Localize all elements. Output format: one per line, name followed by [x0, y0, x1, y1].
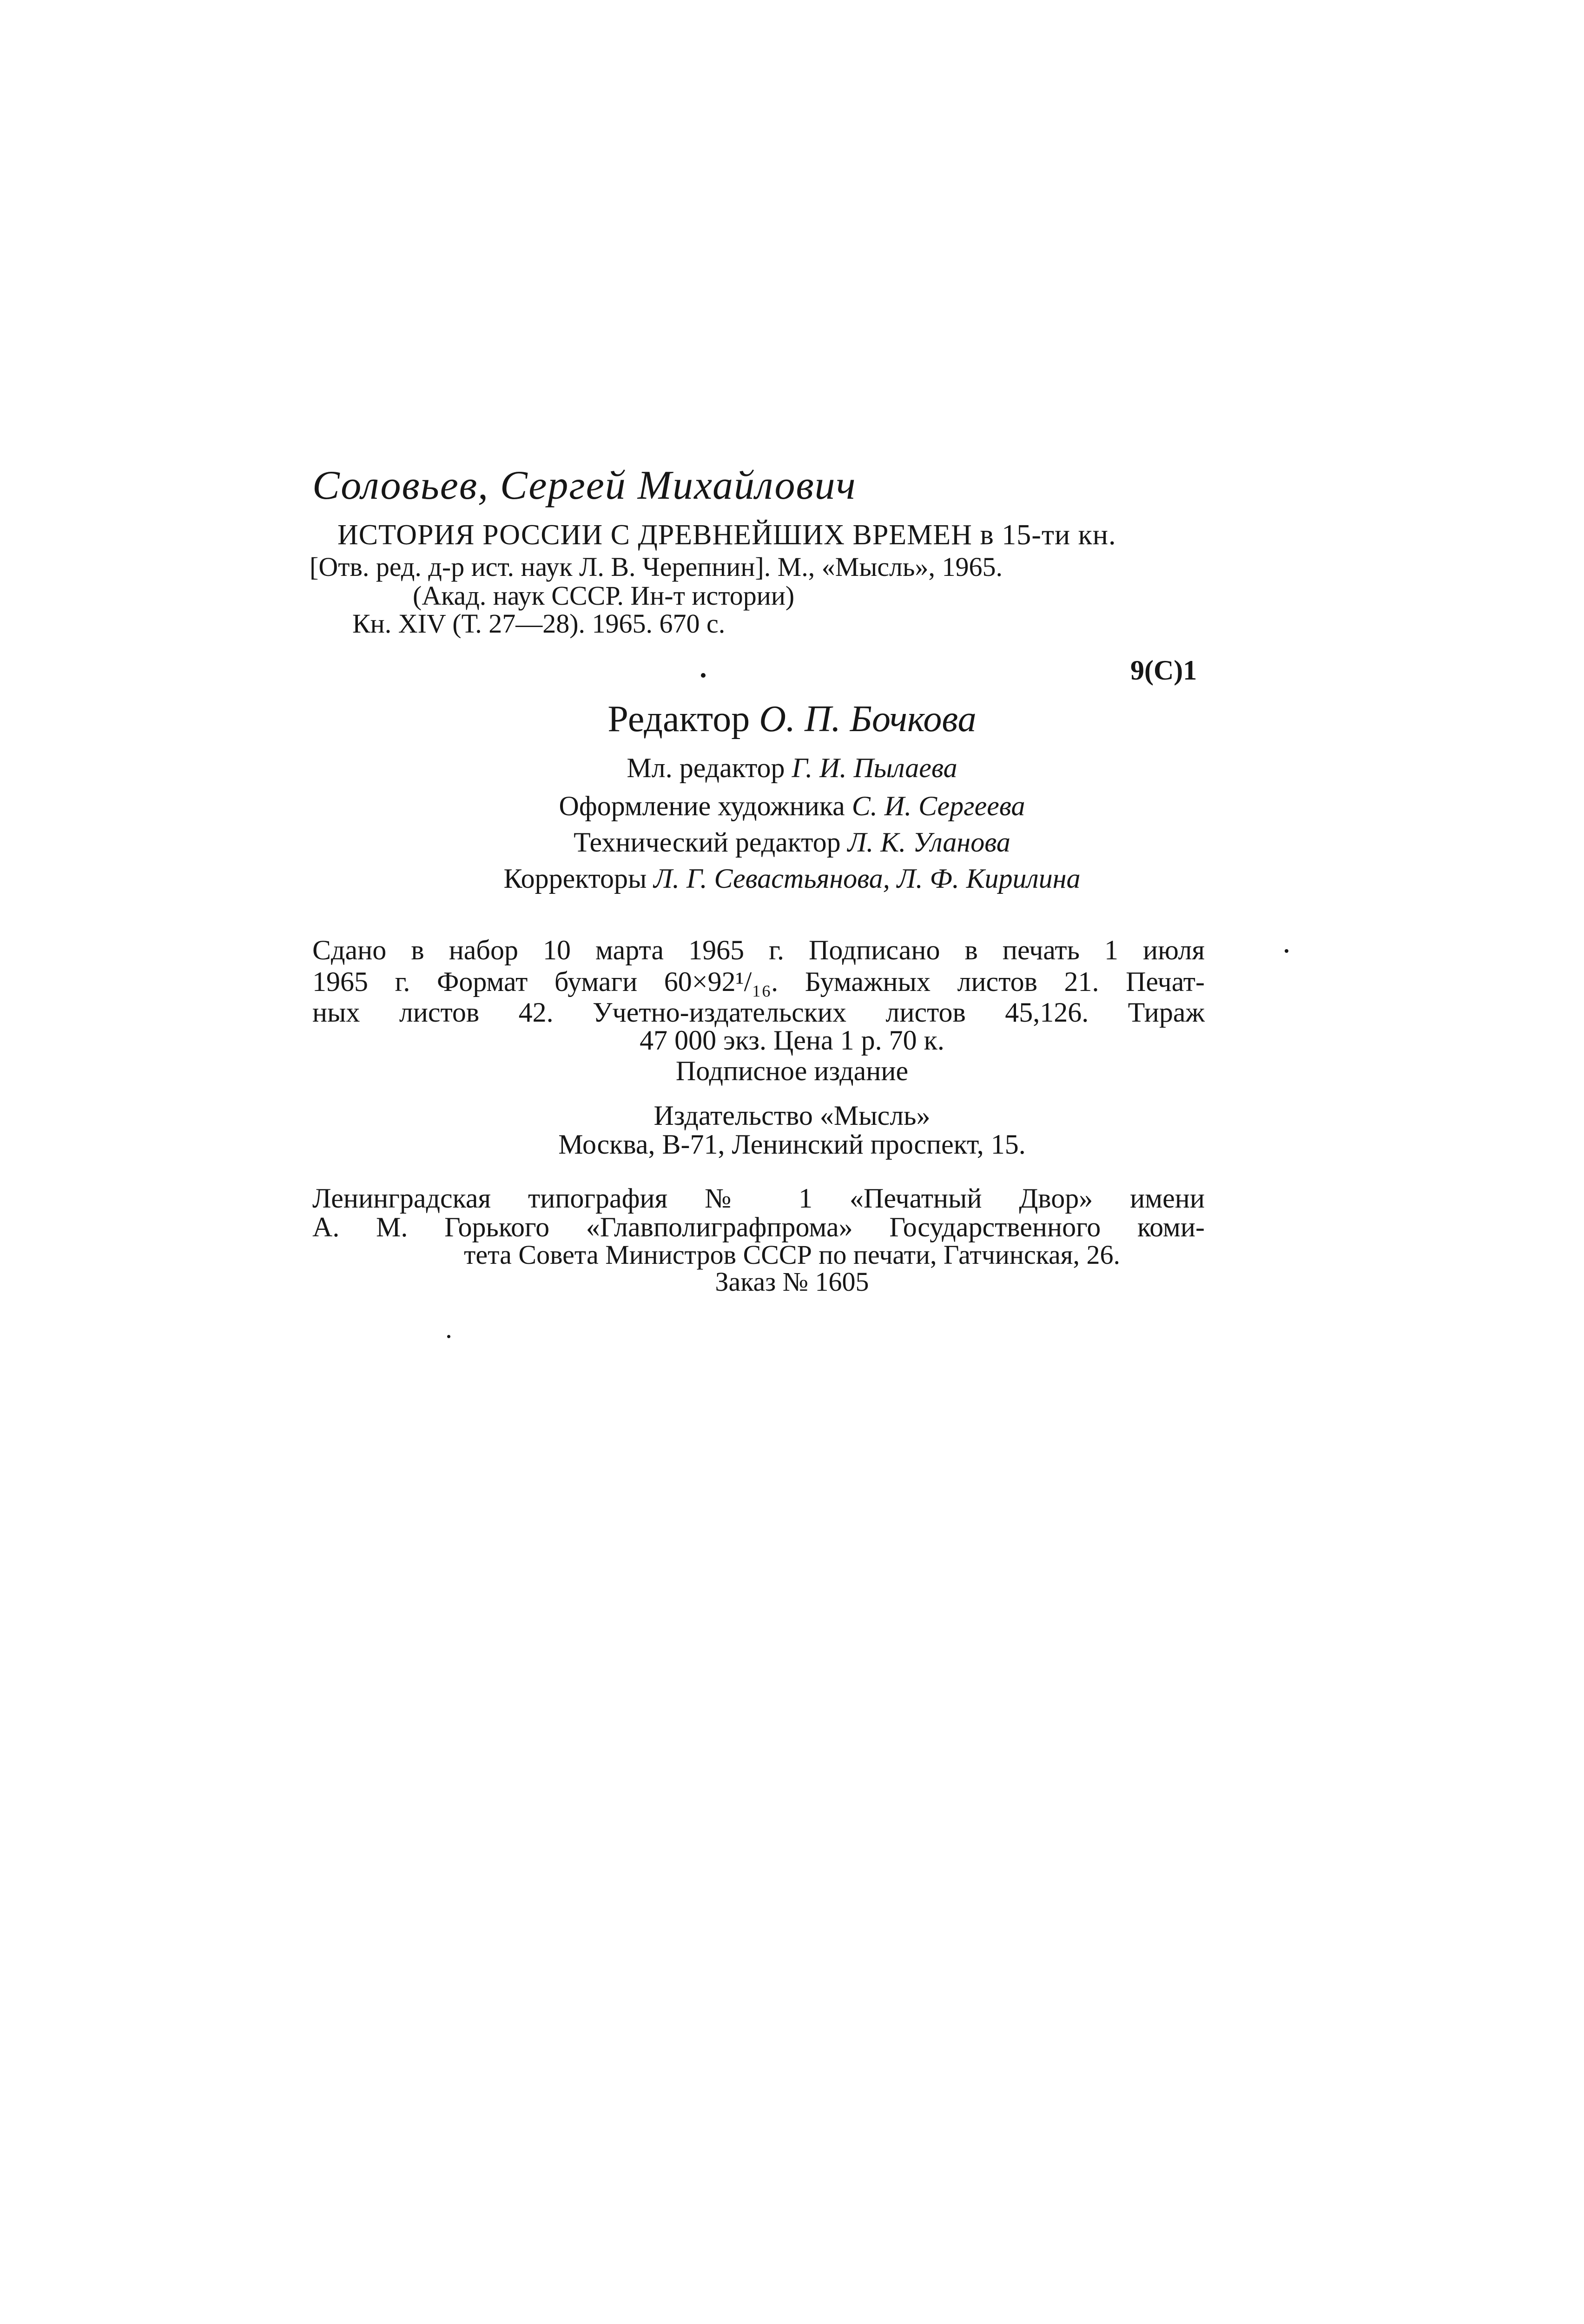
credit-label: Корректоры — [503, 863, 647, 894]
print-speck — [1285, 949, 1288, 953]
classification-code: 9(С)1 — [1130, 655, 1197, 686]
printer-line: Ленинградская типография № 1 «Печатный Двор» имени — [312, 1183, 1205, 1214]
print-info-line: 1965 г. Формат бумаги 60×92¹/₁₆. Бумажных листов 21. Печат- — [312, 966, 1205, 997]
printer-line: А. М. Горького «Главполиграфпрома» Государственного коми- — [312, 1212, 1205, 1242]
credit-line — [0, 752, 1584, 784]
catalog-title: ИСТОРИЯ РОССИИ С ДРЕВНЕЙШИХ ВРЕМЕН в 15-ти кн. — [337, 519, 1116, 551]
chief-editor-name: О. П. Бочкова — [759, 699, 977, 739]
credit-line — [0, 826, 1584, 858]
catalog-volume: Кн. XIV (Т. 27—28). 1965. 670 с. — [352, 608, 726, 639]
catalog-institution: (Акад. наук СССР. Ин-т истории) — [413, 581, 795, 611]
publisher-name: Издательство «Мысль» — [653, 1100, 931, 1131]
credit-line — [0, 863, 1584, 895]
print-speck — [701, 673, 706, 678]
credit-label: Оформление художника — [559, 791, 845, 821]
credit-label: Мл. редактор — [627, 753, 785, 783]
credit-line — [0, 790, 1584, 822]
chief-editor — [0, 698, 1584, 740]
print-info-line: ных листов 42. Учетно-издательских листов 45,126. Тираж — [312, 997, 1205, 1028]
subscription-note: Подписное издание — [675, 1056, 909, 1086]
order-number: Заказ № 1605 — [715, 1267, 869, 1297]
credit-label: Технический редактор — [574, 827, 841, 858]
credit-name: Г. И. Пылаева — [792, 753, 957, 783]
catalog-editor-line: [Отв. ред. д-р ист. наук Л. В. Черепнин]. М., «Мысль», 1965. — [310, 552, 1003, 582]
printer-line: тета Совета Министров СССР по печати, Гатчинская, 26. — [464, 1240, 1120, 1270]
print-info-line: Сдано в набор 10 марта 1965 г. Подписано в печать 1 июля — [312, 935, 1205, 965]
print-speck — [447, 1335, 450, 1338]
chief-editor-label: Редактор — [607, 699, 750, 739]
credit-name: С. И. Сергеева — [851, 791, 1025, 821]
credit-name: Л. Г. Севастьянова, Л. Ф. Кирилина — [653, 863, 1081, 894]
print-info-line: 47 000 экз. Цена 1 р. 70 к. — [640, 1025, 944, 1056]
publisher-address: Москва, В-71, Ленинский проспект, 15. — [558, 1129, 1026, 1160]
credit-name: Л. К. Уланова — [847, 827, 1010, 858]
author-name: Соловьев, Сергей Михайлович — [312, 463, 857, 508]
